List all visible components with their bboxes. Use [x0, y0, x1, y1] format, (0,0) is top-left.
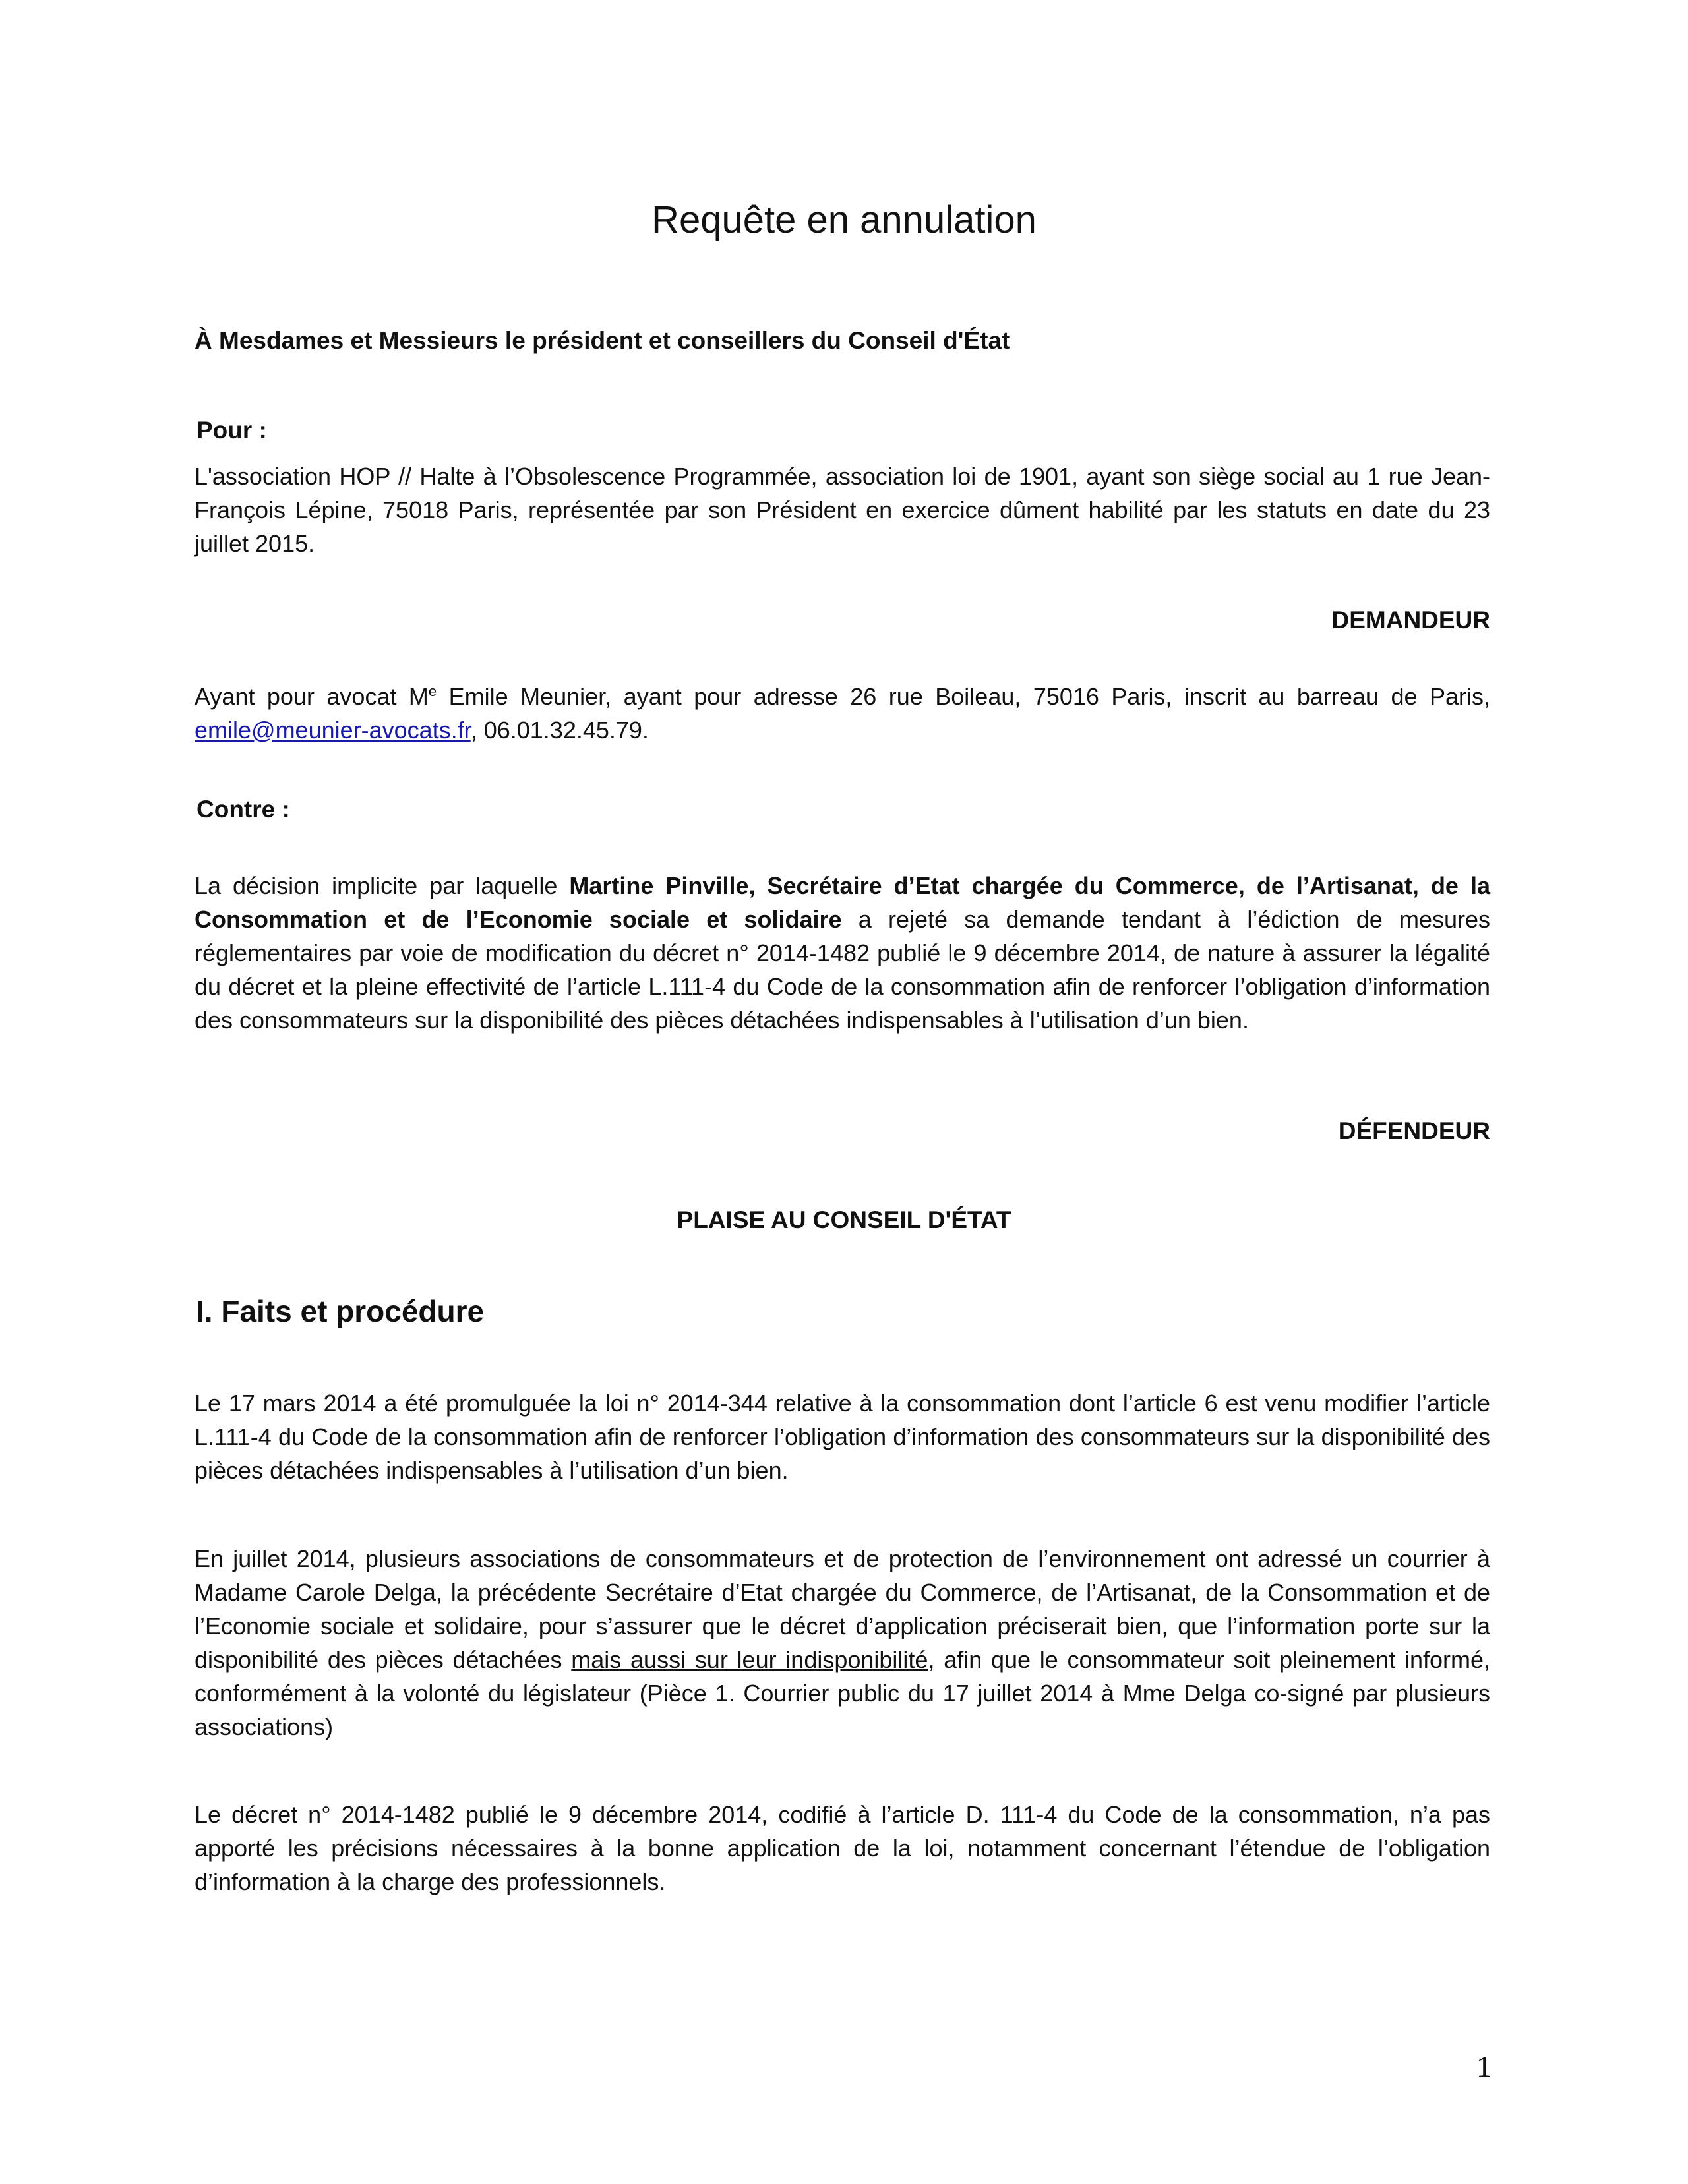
- addressee-line: À Mesdames et Messieurs le président et conseillers du Conseil d'État: [195, 327, 1010, 354]
- contre-text-after: a rejeté sa demande tendant à l’édiction de mesures réglementaires par voie de modification du décret n° 2014-1482 publié le 9 décembre 2014, de nature à assurer la légalité du décret et la pleine effectivité de l’article L.111-4 du Code de la consommation afin de renforcer l’obligation d’information des consommateurs sur la disponibilité des pièces détachées indispensables à l’utilisation d’un bien.: [195, 906, 1490, 1034]
- avocat-prefix: Ayant pour avocat M: [195, 683, 429, 710]
- facts-paragraph-3: Le décret n° 2014-1482 publié le 9 décembre 2014, codifié à l’article D. 111-4 du Code de la consommation, n’a pas apporté les précisions nécessaires à la bonne application de la loi, notamment concernant l’étendue de l’obligation d’information à la charge des professionnels.: [195, 1801, 1490, 1895]
- page-number: 1: [1476, 2050, 1492, 2083]
- contre-text-before: La décision implicite par laquelle: [195, 872, 570, 899]
- contre-label: Contre :: [196, 796, 290, 823]
- contre-bold-text: Martine Pinville, Secrétaire d’Etat chargée du Commerce, de l’Artisanat, de la Consommation et de l’Economie sociale et solidaire: [195, 872, 1490, 933]
- document-title: Requête en annulation: [651, 198, 1037, 241]
- avocat-paragraph: [195, 680, 1490, 747]
- pour-paragraph: L'association HOP // Halte à l’Obsolescence Programmée, association loi de 1901, ayant son siège social au 1 rue Jean-François Lépine, 75018 Paris, représentée par son Président en exercice dûment habilité par les statuts en date du 23 juillet 2015.: [195, 463, 1490, 557]
- plaise-label: PLAISE AU CONSEIL D'ÉTAT: [677, 1206, 1011, 1233]
- avocat-details: Emile Meunier, ayant pour adresse 26 rue Boileau, 75016 Paris, inscrit au barreau de Paris,: [437, 683, 1490, 710]
- paragraph-2-underlined: mais aussi sur leur indisponibilité: [571, 1646, 928, 1673]
- paragraph-2-after: , afin que le consommateur soit pleinement informé, conformément à la volonté du législateur (Pièce 1. Courrier public du 17 juillet 2014 à Mme Delga co-signé par plusieurs associations): [195, 1646, 1490, 1740]
- pour-label: Pour :: [196, 417, 267, 444]
- defendeur-label: DÉFENDEUR: [1338, 1117, 1490, 1144]
- paragraph-2-before: En juillet 2014, plusieurs associations de consommateurs et de protection de l’environnement ont adressé un courrier à Madame Carole Delga, la précédente Secrétaire d’Etat chargée du Commerce, de l’Artisanat, de la Consommation et de l’Economie sociale et solidaire, pour s’assurer que le décret d’application préciserait bien, que l’information porte sur la disponibilité des pièces détachées: [195, 1545, 1490, 1673]
- avocat-phone: , 06.01.32.45.79.: [470, 717, 649, 744]
- contre-paragraph: [195, 869, 1490, 1037]
- facts-paragraph-2: [195, 1542, 1490, 1744]
- section-heading: I. Faits et procédure: [196, 1294, 485, 1328]
- avocat-superscript: e: [428, 683, 437, 699]
- demandeur-label: DEMANDEUR: [1331, 606, 1490, 634]
- facts-paragraph-1: Le 17 mars 2014 a été promulguée la loi n° 2014-344 relative à la consommation dont l’article 6 est venu modifier l’article L.111-4 du Code de la consommation afin de renforcer l’obligation d’information des consommateurs sur la disponibilité des pièces détachées indispensables à l’utilisation d’un bien.: [195, 1390, 1490, 1484]
- email-link[interactable]: emile@meunier-avocats.fr: [195, 717, 471, 744]
